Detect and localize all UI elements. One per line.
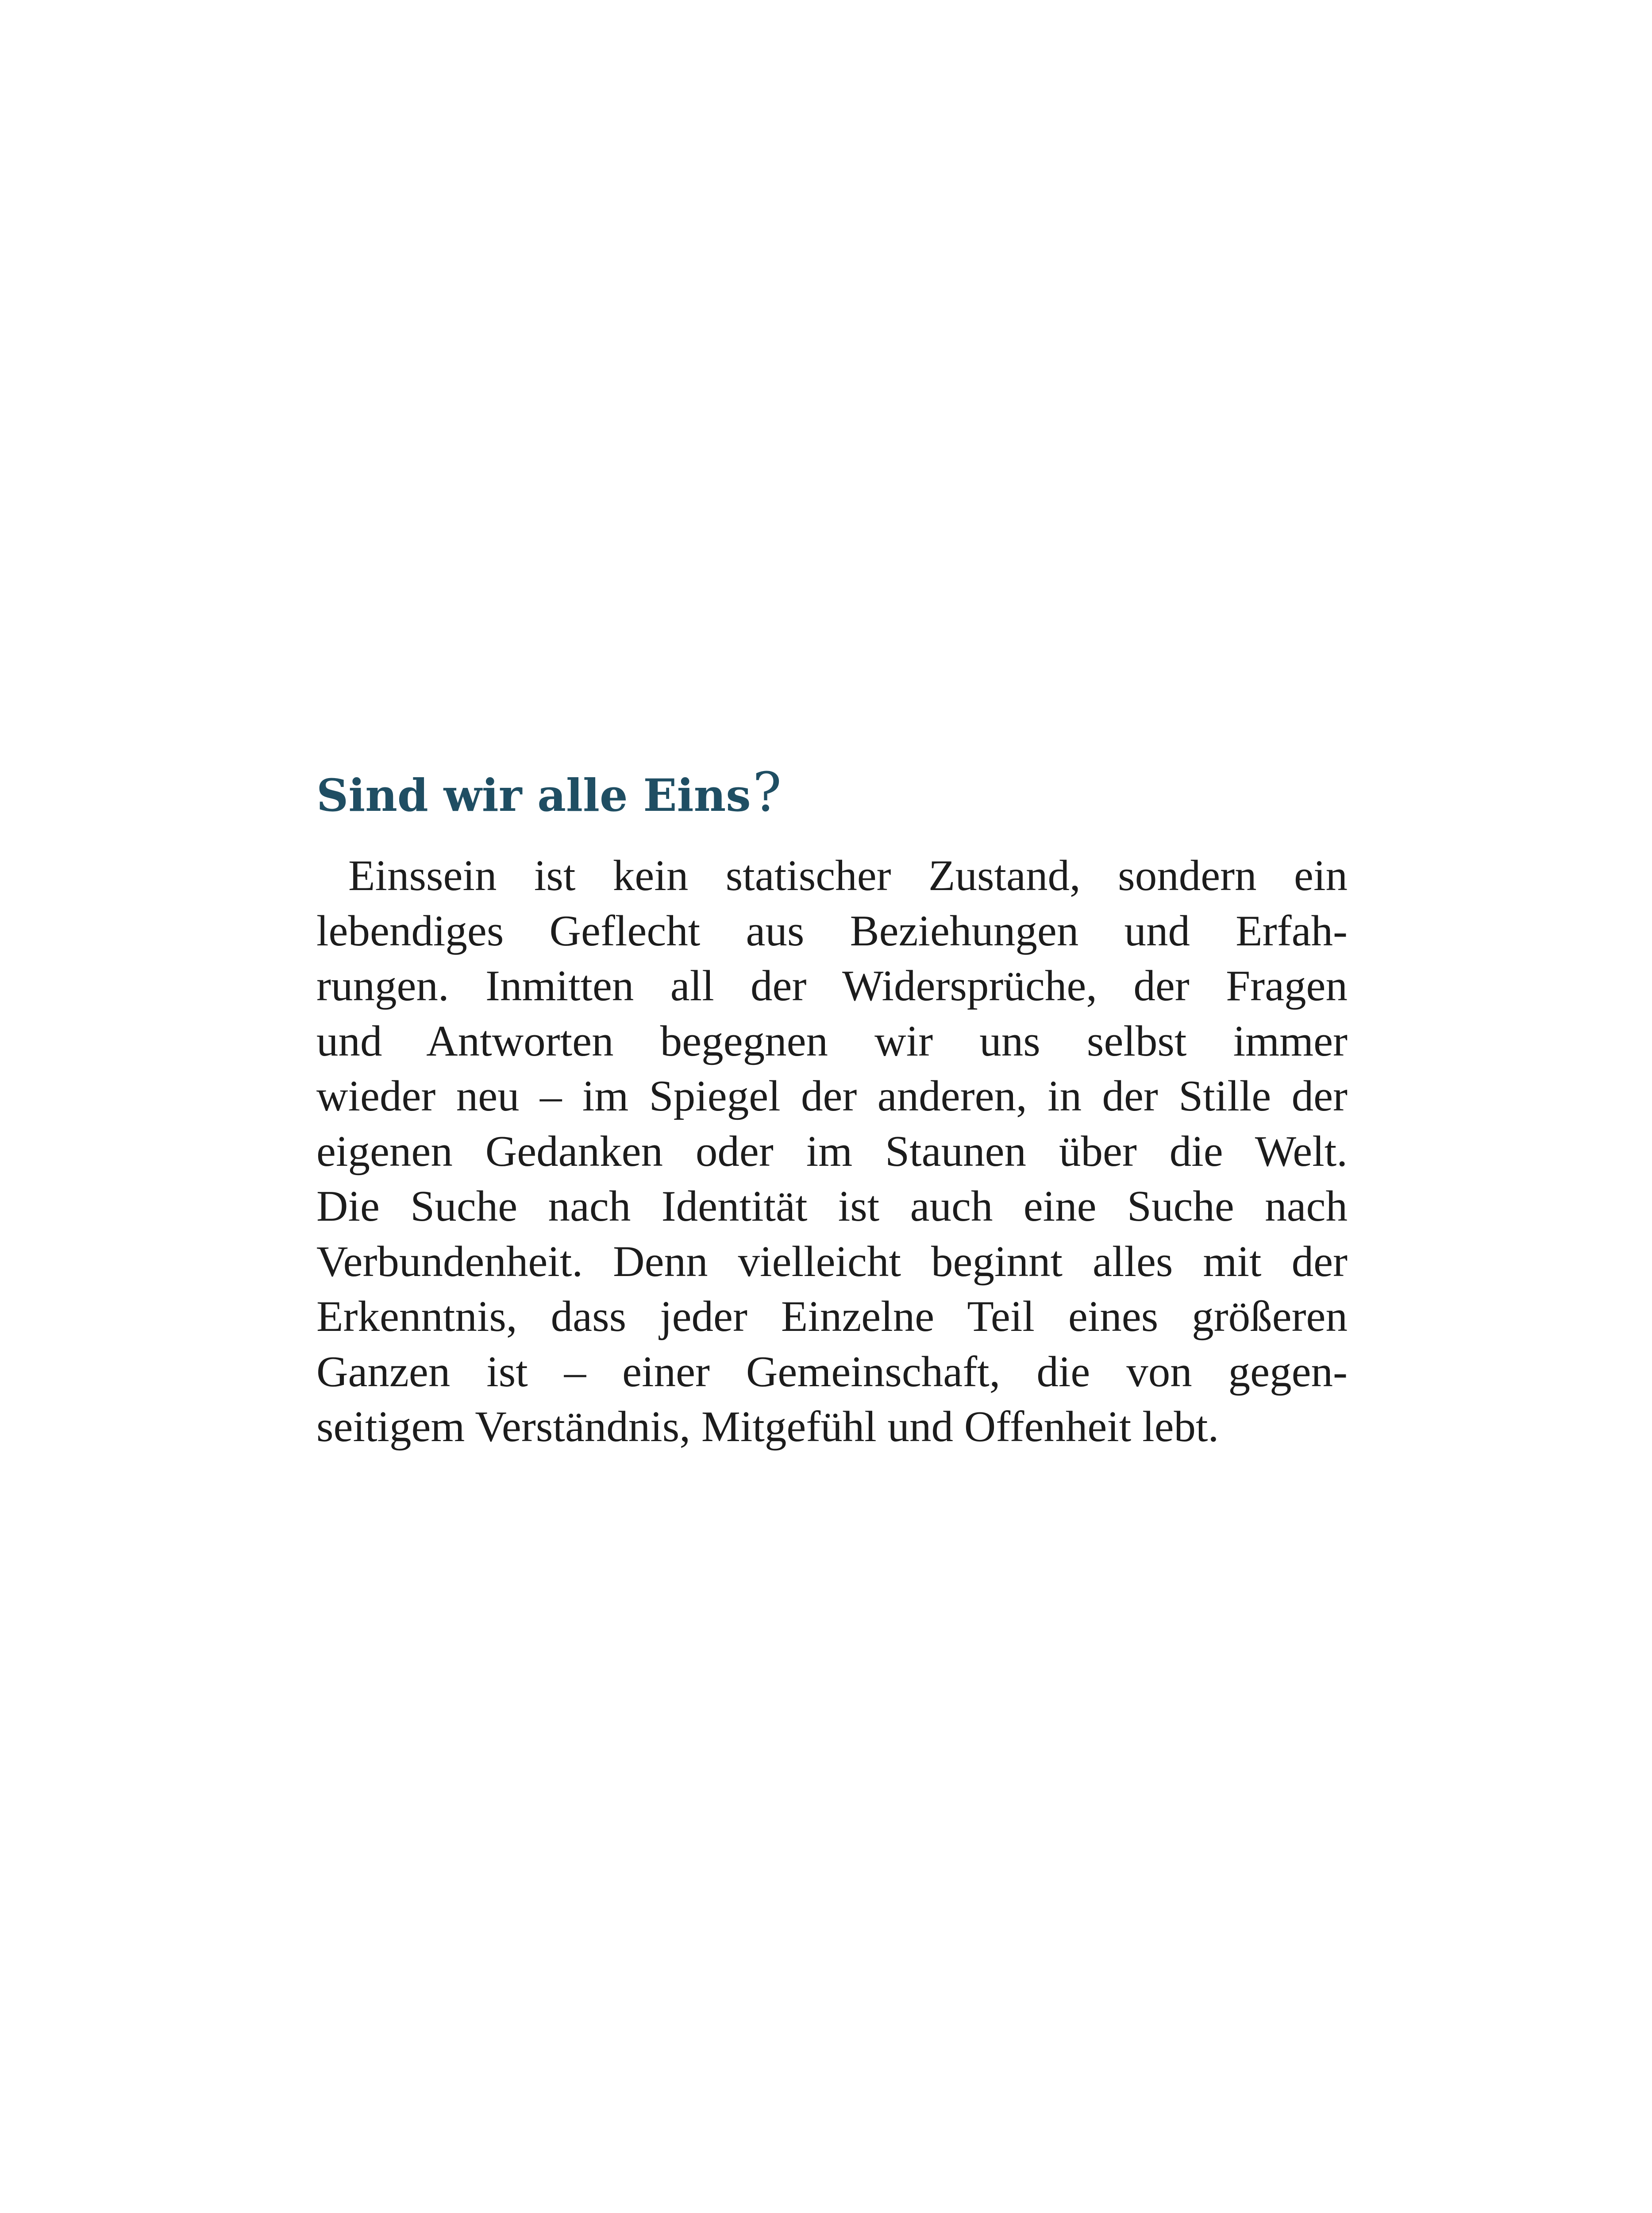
paragraph-line: wieder neu – im Spiegel der anderen, in der Stille der [316,1072,1348,1120]
paragraph-line: Erkenntnis, dass jeder Einzelne Teil eines größeren [316,1292,1348,1341]
paragraph-line: Einssein ist kein statischer Zustand, sondern ein [348,852,1348,900]
body-paragraph [316,848,1348,1455]
paragraph-line: eigenen Gedanken oder im Staunen über die Welt. [316,1127,1348,1176]
heading-question-mark: ? [752,761,782,824]
paragraph-line: rungen. Inmitten all der Widersprüche, der Fragen [316,962,1348,1010]
paragraph-line: seitigem Verständnis, Mitgefühl und Offenheit lebt. [316,1403,1219,1451]
paragraph-line: lebendiges Geflecht aus Beziehungen und Erfah- [316,906,1348,955]
paragraph-line: Die Suche nach Identität ist auch eine Suche nach [316,1182,1348,1230]
section-text-block [316,761,1348,1455]
paragraph-line: und Antworten begegnen wir uns selbst immer [316,1017,1348,1065]
paragraph-line: Verbundenheit. Denn vielleicht beginnt alles mit der [316,1237,1348,1286]
section-heading [316,761,1348,824]
heading-text: Sind wir alle Eins [316,769,751,821]
paragraph-line: Ganzen ist – einer Gemeinschaft, die von gegen- [316,1347,1348,1396]
